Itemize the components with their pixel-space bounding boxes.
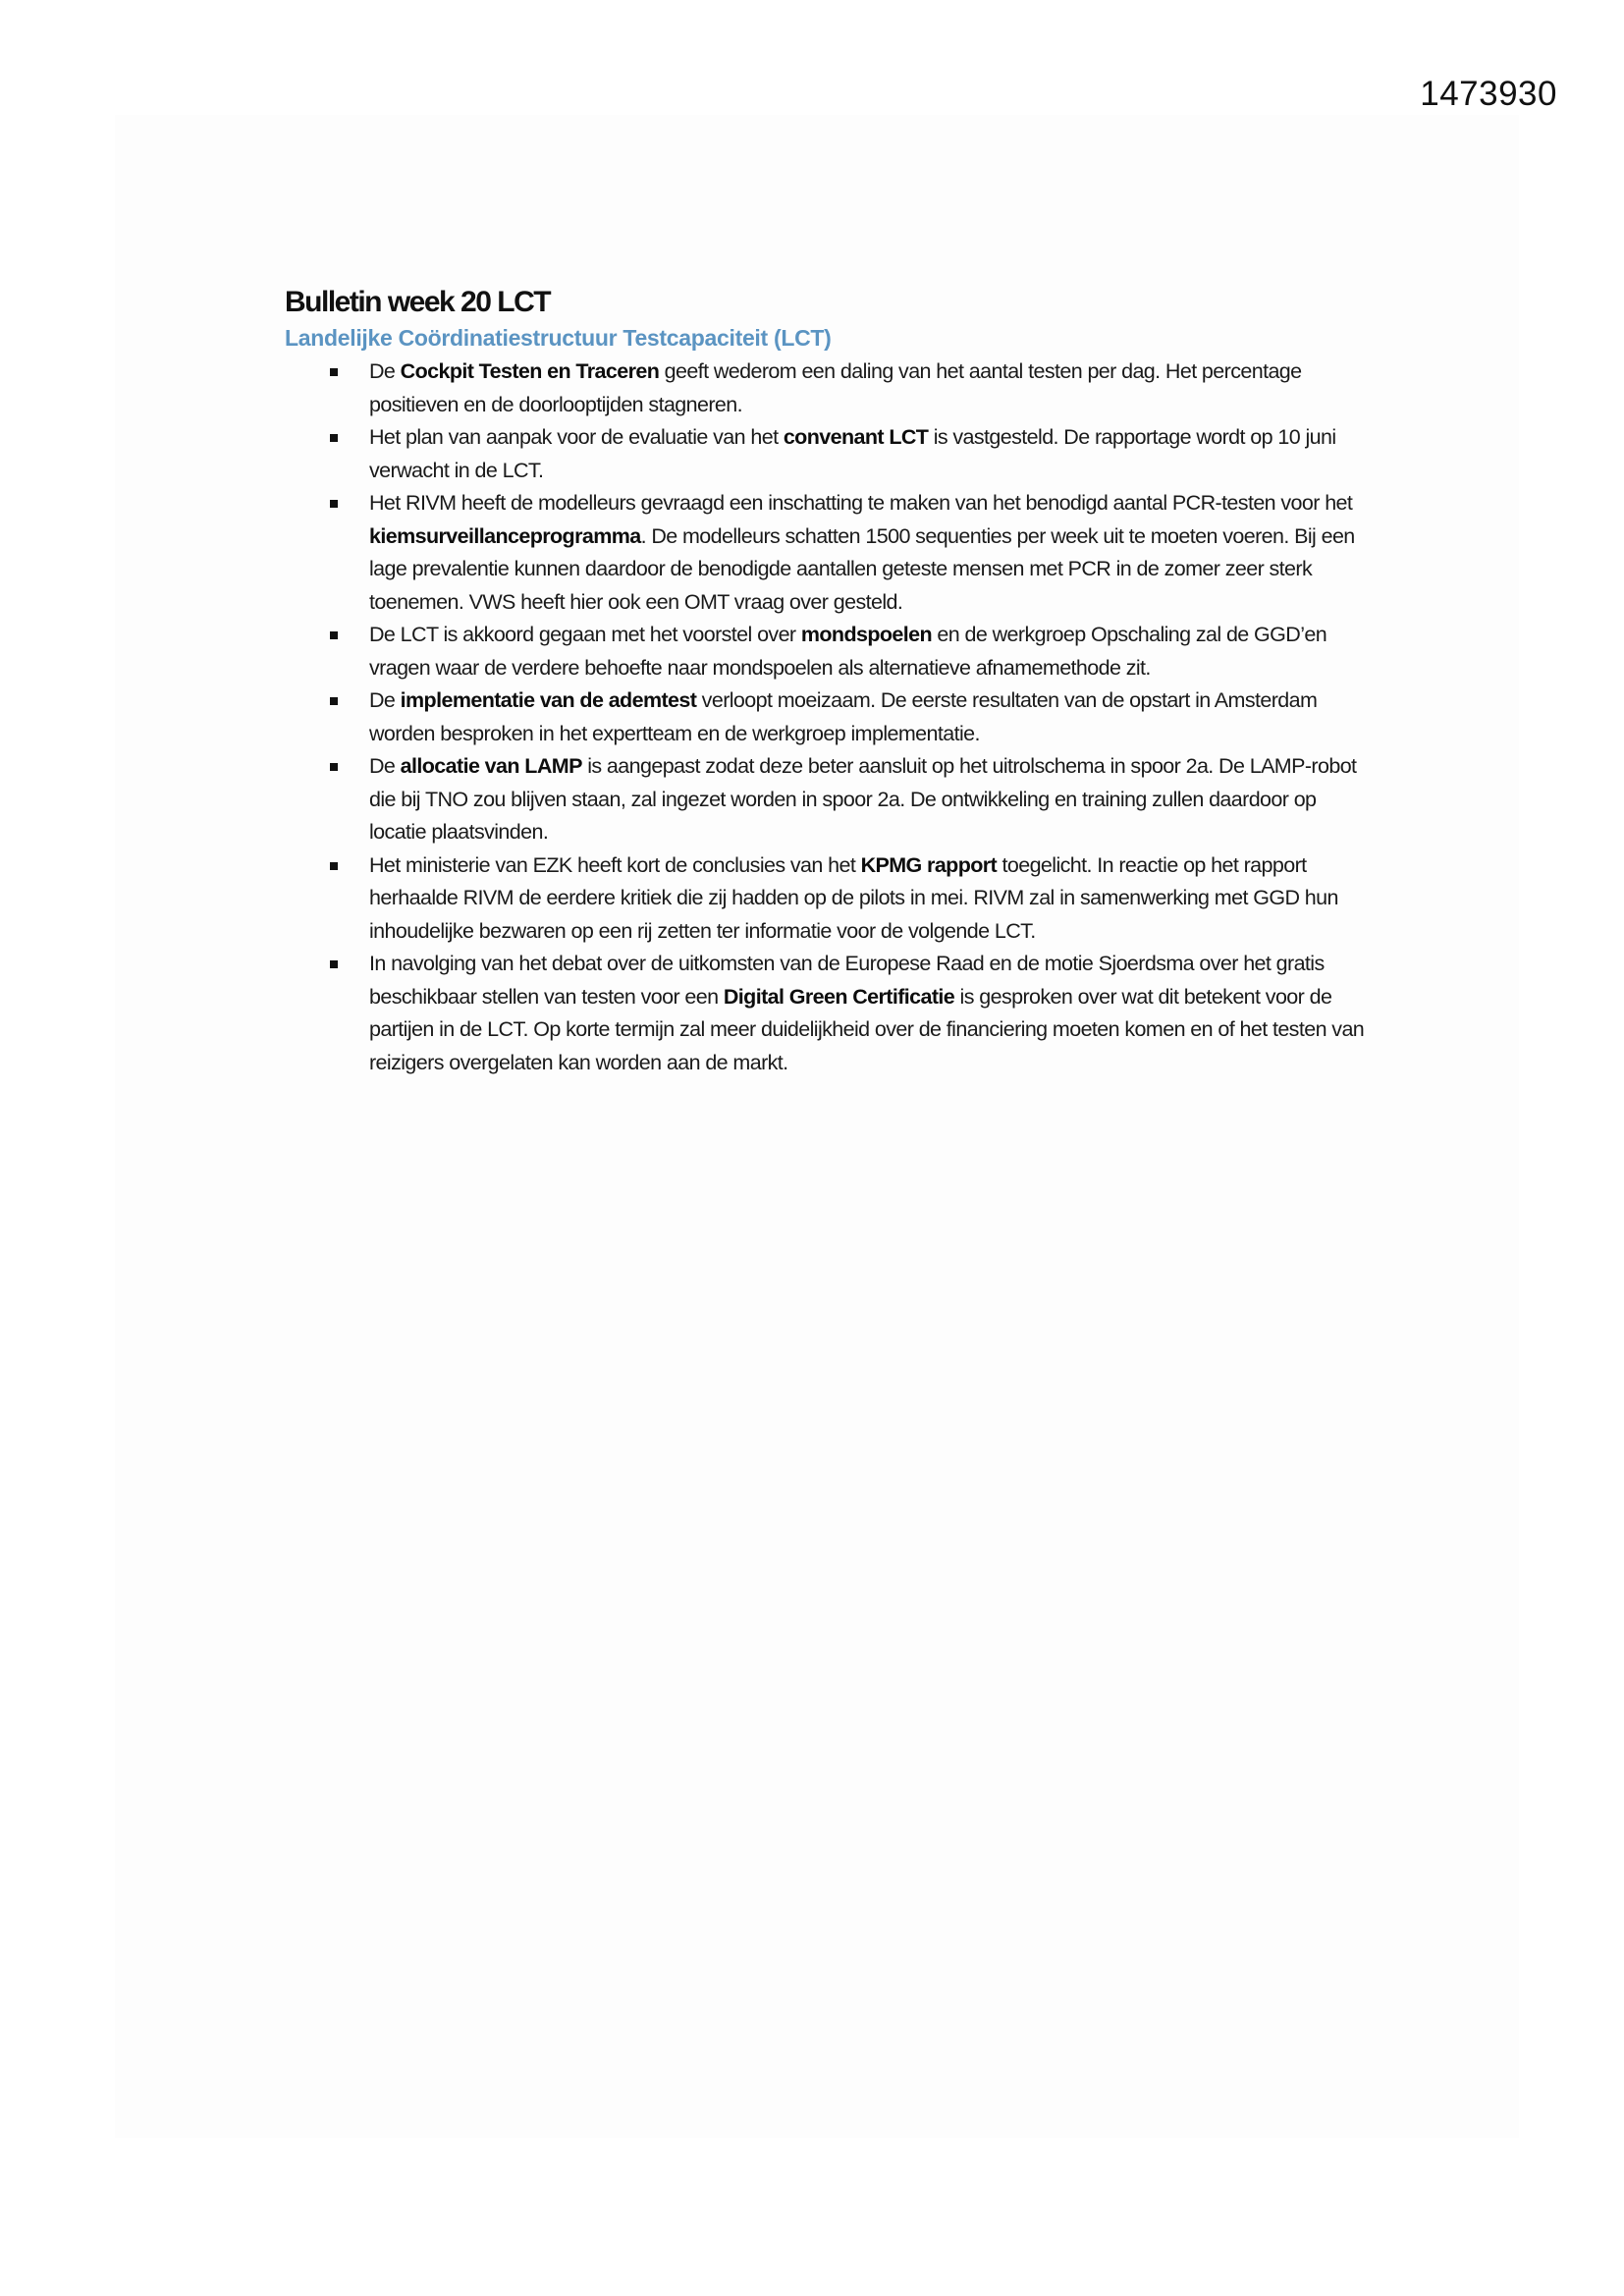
document-body xyxy=(285,285,1365,1079)
bold-text-segment: allocatie van LAMP xyxy=(400,754,582,778)
bullet-item xyxy=(285,948,1365,1079)
square-bullet-icon xyxy=(330,960,338,968)
text-segment: . De modelleurs schatten 1500 sequenties per week uit te moeten voeren. Bij een lage prevalentie kunnen daardoor de benodigde aantallen geteste mensen met PCR in de zomer zeer sterk toenemen. VWS heeft hier ook een OMT vraag over gesteld. xyxy=(369,523,1355,614)
bold-text-segment: Cockpit Testen en Traceren xyxy=(400,359,660,383)
bold-text-segment: KPMG rapport xyxy=(860,852,998,877)
bold-text-segment: convenant LCT xyxy=(783,425,929,449)
text-segment: De xyxy=(369,359,401,383)
text-segment: en de werkgroep Opschaling zal de GGD’en vragen waar de verdere behoefte naar mondspoelen als alternatieve afnamemethode zit. xyxy=(369,623,1327,680)
text-segment: is gesproken over wat dit betekent voor de partijen in de LCT. Op korte termijn zal meer duidelijkheid over de financiering moeten komen en of het testen van reizigers overgelaten kan worden aan de markt. xyxy=(369,984,1365,1074)
bullet-item xyxy=(285,619,1365,684)
square-bullet-icon xyxy=(330,434,338,442)
text-segment: Het RIVM heeft de modelleurs gevraagd een inschatting te maken van het benodigd aantal PCR-testen voor het xyxy=(369,491,1353,515)
text-segment: In navolging van het debat over de uitkomsten van de Europese Raad en de motie Sjoerdsma over het gratis beschikbaar stellen van testen voor een xyxy=(369,952,1325,1009)
text-segment: toegelicht. In reactie op het rapport herhaalde RIVM de eerdere kritiek die zij hadden op de pilots in mei. RIVM zal in samenwerking met GGD hun inhoudelijke bezwaren op een rij zetten ter informatie voor de volgende LCT. xyxy=(369,852,1338,943)
bullet-item xyxy=(285,849,1365,949)
bullet-item xyxy=(285,421,1365,487)
bullet-item xyxy=(285,750,1365,849)
bold-text-segment: kiemsurveillanceprogramma xyxy=(369,523,641,548)
text-segment: De LCT is akkoord gegaan met het voorstel over xyxy=(369,623,801,646)
square-bullet-icon xyxy=(330,763,338,771)
bullet-item xyxy=(285,487,1365,619)
text-segment: De xyxy=(369,688,401,712)
document-title: Bulletin week 20 LCT xyxy=(285,286,551,318)
square-bullet-icon xyxy=(330,631,338,639)
text-segment: geeft wederom een daling van het aantal testen per dag. Het percentage positieven en de doorlooptijden stagneren. xyxy=(369,359,1302,416)
bullet-item xyxy=(285,355,1365,421)
bold-text-segment: implementatie van de ademtest xyxy=(400,688,697,712)
text-segment: verloopt moeizaam. De eerste resultaten van de opstart in Amsterdam worden besproken in het expertteam en de werkgroep implementatie. xyxy=(369,688,1318,745)
bold-text-segment: mondspoelen xyxy=(800,623,933,646)
bold-text-segment: Digital Green Certificatie xyxy=(723,984,955,1009)
text-segment: is aangepast zodat deze beter aansluit op het uitrolschema in spoor 2a. De LAMP-robot die bij TNO zou blijven staan, zal ingezet worden in spoor 2a. De ontwikkeling en training zullen daardoor op locatie plaatsvinden. xyxy=(369,754,1357,844)
text-segment: De xyxy=(369,754,401,778)
document-number: 1473930 xyxy=(1420,75,1557,113)
text-segment: Het plan van aanpak voor de evaluatie van het xyxy=(369,425,784,449)
document-subtitle: Landelijke Coördinatiestructuur Testcapaciteit (LCT) xyxy=(285,325,832,351)
text-segment: Het ministerie van EZK heeft kort de conclusies van het xyxy=(369,852,861,877)
bullet-item xyxy=(285,684,1365,750)
bullet-list xyxy=(285,355,1365,1079)
square-bullet-icon xyxy=(330,697,338,705)
text-segment: is vastgesteld. De rapportage wordt op 10 juni verwacht in de LCT. xyxy=(369,425,1336,482)
square-bullet-icon xyxy=(330,862,338,870)
square-bullet-icon xyxy=(330,500,338,508)
square-bullet-icon xyxy=(330,368,338,376)
